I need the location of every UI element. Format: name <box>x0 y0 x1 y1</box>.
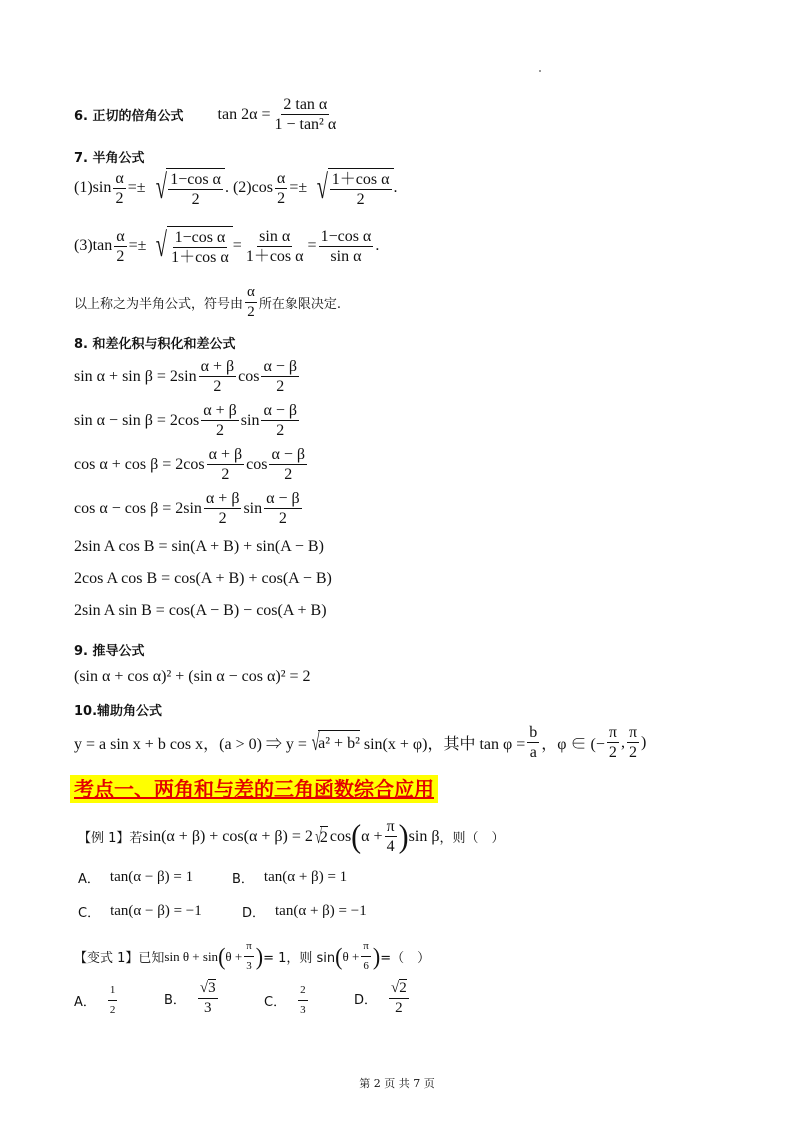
example-1-option-d[interactable]: D． tan(α + β) = −1 <box>242 903 367 921</box>
page-footer: 第 2 页 共 7 页 <box>359 1077 435 1090</box>
sqrt-sign: √ 1＋cos α 2 <box>313 168 393 208</box>
s6-lhs: tan 2α = <box>217 105 271 123</box>
sqrt-sign: √ 1−cos α 2 <box>152 168 225 208</box>
section-6-title: 6. 正切的倍角公式 <box>74 109 184 124</box>
example-1-option-b[interactable]: B． tan(α + β) = 1 <box>232 869 348 887</box>
section-7-title: 7. 半角公式 <box>74 151 145 166</box>
product-to-sum-2: 2cos A cos B = cos(A + B) + cos(A − B) <box>74 570 332 587</box>
sum-to-product-2: sin α − sin β = 2cos α + β 2 sin α − β 2 <box>74 402 298 439</box>
variant-1-option-c[interactable]: C． 2 3 <box>264 984 306 1016</box>
sum-to-product-1: sin α + sin β = 2sin α + β 2 cos α − β 2 <box>74 358 298 395</box>
topic-banner: 考点一、两角和与差的三角函数综合应用 <box>70 775 438 803</box>
stray-dot <box>539 70 541 72</box>
variant-1-option-b[interactable]: B． √3 3 <box>164 980 216 1016</box>
auxiliary-angle-formula: y = a sin x + b cos x，(a > 0) ⇒ y = √ a² + b² sin(x + φ)，其中 tan φ = $\frac{b}{a}$ ，φ ∈ (− $\frac{\pi}{2}$ , π 2 ) <box>74 724 647 761</box>
sqrt-sign: √ a² + b² <box>311 729 360 756</box>
example-1-question: 【例 1】若 sin(α + β) + cos(α + β) = 2 √ 2 cos ( α + $\frac{\pi}{4}$ ) sin β ，则（ ） <box>78 817 505 855</box>
section-10-title: 10.辅助角公式 <box>74 704 163 719</box>
section-6 <box>74 96 340 133</box>
example-1-option-c[interactable]: C． tan(α − β) = −1 <box>78 903 202 921</box>
half-angle-formula-3: (3)tan $\frac{\alpha}{2}$ =± √ 1−cos α 1＋cos α = $\frac{\text{sin α}}{\text{1＋cos α}}$ = $\frac{\text{1−cos α}}{\text{sin α}}$ . <box>74 227 380 266</box>
s6-fraction: $\frac{\text{2 tan α}}{\text{1 − tan² α}}$ <box>274 96 337 133</box>
section-9-title: 9. 推导公式 <box>74 644 145 659</box>
section-8-title: 8. 和差化积与积化和差公式 <box>74 337 236 352</box>
product-to-sum-1: 2sin A cos B = sin(A + B) + sin(A − B) <box>74 538 324 555</box>
sqrt-sign: √ 1−cos α 1＋cos α <box>152 226 232 266</box>
half-angle-formula-1-2: (1)sin $\frac{\alpha}{2}$ =± √ 1−cos α 2 . (2)cos $\frac{\alpha}{2}$ =± √ 1＋cos α 2 . <box>74 169 398 208</box>
variant-1-question: 【变式 1】已知 sin θ + sin ( θ + $\frac{\pi}{3}$ ) = 1，则 sin ( θ + $\frac{\pi}{6}$ ) =（ ） <box>74 940 431 972</box>
sqrt-sign: √ 2 <box>315 825 328 848</box>
derived-formula: (sin α + cos α)² + (sin α − cos α)² = 2 <box>74 668 311 685</box>
variant-1-option-d[interactable]: D． √2 2 <box>354 980 407 1016</box>
variant-1-option-a[interactable]: A． 1 2 <box>74 984 116 1016</box>
sum-to-product-3: cos α + cos β = 2cos α + β 2 cos α − β 2 <box>74 446 305 483</box>
example-1-option-a[interactable]: A． tan(α − β) = 1 <box>78 869 194 887</box>
product-to-sum-3: 2sin A sin B = cos(A − B) − cos(A + B) <box>74 602 327 619</box>
sum-to-product-4: cos α − cos β = 2sin α + β 2 sin α − β 2 <box>74 490 300 527</box>
half-angle-note: 以上称之为半角公式，符号由 α 2 所在象限决定. <box>74 284 342 320</box>
